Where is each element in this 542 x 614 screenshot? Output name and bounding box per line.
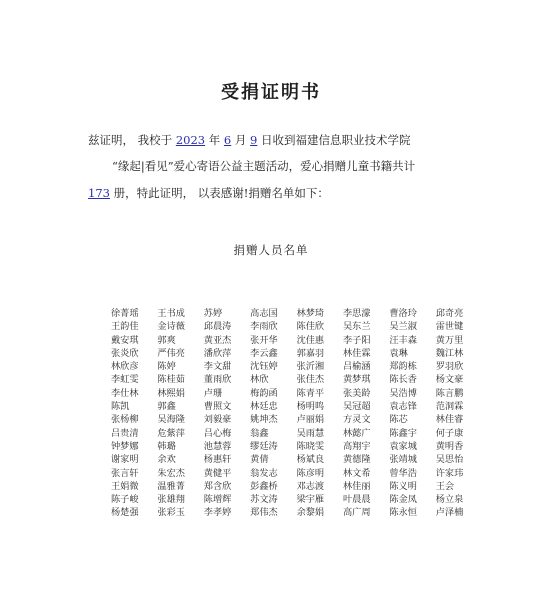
donor-name: 林佳睿 <box>435 414 464 426</box>
donor-name: 梁宇雁 <box>296 494 325 506</box>
donor-name: 曹洛玲 <box>389 308 417 319</box>
donor-name: 林熙娟 <box>157 387 185 399</box>
donor-name: 黄亚杰 <box>203 334 232 346</box>
donor-name: 叶晨晨 <box>342 494 371 506</box>
donor-name: 陈金凤 <box>389 494 417 506</box>
donor-name: 曾华浩 <box>389 467 417 479</box>
donor-name: 杨明鸣 <box>296 401 325 413</box>
donor-name: 林佳丽 <box>342 480 371 492</box>
donor-name: 梅韵函 <box>250 387 278 399</box>
donor-name: 林懿广 <box>342 427 371 439</box>
donor-list-heading: 捐赠人员名单 <box>233 243 309 257</box>
donor-name-grid <box>111 307 482 520</box>
donor-name: 吴东兰 <box>342 321 371 333</box>
donor-name: 徐菁瑶 <box>111 308 139 319</box>
certificate-paragraph-line-3 <box>88 185 329 201</box>
donor-name: 王韵佳 <box>111 321 139 333</box>
donor-name: 吴冠超 <box>342 401 371 413</box>
donor-name: 吕贵清 <box>111 427 139 439</box>
donor-name: 汪丰森 <box>389 334 417 346</box>
donor-name: 李子阳 <box>342 334 371 346</box>
date-month: 6 <box>223 133 232 147</box>
donor-name: 陈增辉 <box>203 494 232 506</box>
donor-name: 吕心梅 <box>203 427 232 439</box>
donor-name: 吴兰淑 <box>389 321 417 333</box>
donor-name: 高志国 <box>250 308 278 319</box>
donor-name: 陈晓雯 <box>296 440 325 452</box>
donor-name: 林梦琦 <box>296 308 325 319</box>
line1-prefix: 兹证明， 我校于 <box>88 133 176 147</box>
donor-name: 金诗薇 <box>157 321 185 333</box>
donor-name: 邱晨涛 <box>203 321 232 333</box>
document-title: 受捐证明书 <box>221 82 321 103</box>
donor-name: 陈义明 <box>389 480 417 492</box>
donor-name: 魏江林 <box>435 347 464 359</box>
donor-name: 陈鑫宇 <box>389 427 417 439</box>
line1-suffix: 日收到福建信息职业技术学院 <box>257 133 411 147</box>
donor-name: 苏文涛 <box>250 494 278 506</box>
line1-month-suffix: 月 <box>231 133 251 147</box>
donor-name: 陈言鹏 <box>435 387 464 399</box>
donor-name: 吴浩博 <box>389 387 417 399</box>
donor-name: 张美龄 <box>342 387 371 399</box>
donor-name: 危紫萍 <box>157 427 185 439</box>
donor-name: 陈长香 <box>389 374 417 386</box>
donor-name: 翁鑫 <box>250 427 269 439</box>
donor-name: 严伟亮 <box>157 347 185 359</box>
donor-name: 吴海隆 <box>157 414 185 426</box>
donor-name: 陈永恒 <box>389 507 417 519</box>
donor-name: 林文希 <box>342 467 371 479</box>
donor-name: 陈芯 <box>389 414 408 426</box>
donor-name: 张言轩 <box>111 467 139 479</box>
donor-name: 李云鑫 <box>250 347 278 359</box>
donor-name: 陈佳欣 <box>296 321 325 333</box>
donor-name: 方灵文 <box>342 414 371 426</box>
book-count: 173 <box>88 186 110 200</box>
date-year: 2023 <box>175 133 206 147</box>
donor-name: 郭嘉羽 <box>296 347 325 359</box>
donor-name: 缪廷涛 <box>250 440 278 452</box>
donor-name: 杨斌良 <box>296 454 325 466</box>
donor-name: 戴安琪 <box>111 334 139 346</box>
donor-name: 余欢 <box>157 454 176 466</box>
donor-name: 董雨欣 <box>203 374 232 386</box>
donor-name: 林佳霖 <box>342 347 371 359</box>
donor-name: 杨立泉 <box>435 494 464 506</box>
donor-name: 李孝婷 <box>203 507 232 519</box>
donor-name: 黄明香 <box>435 440 464 452</box>
certificate-paragraph-line-2: “缘起|看见”爱心寄语公益主题活动，爱心捐赠儿童书籍共计 <box>112 159 416 173</box>
donor-name: 林欣 <box>250 374 269 386</box>
book-unit: 册 <box>109 186 126 200</box>
donor-name: 杨楚强 <box>111 507 139 519</box>
donor-name: 罗羽欣 <box>435 361 464 373</box>
donor-name: 张开华 <box>250 334 278 346</box>
donor-name: 沈钰婷 <box>250 361 278 373</box>
line3-rest: ，特此证明， 以表感谢!捐赠名单如下： <box>125 186 329 200</box>
donor-name: 袁琳 <box>389 347 408 359</box>
donor-name: 杨文豪 <box>435 374 464 386</box>
date-day: 9 <box>250 133 258 147</box>
donor-name: 温雅菁 <box>157 480 185 492</box>
donor-name: 李思濛 <box>342 308 371 319</box>
donor-name: 李虹雯 <box>111 374 139 386</box>
donor-name: 张彩玉 <box>157 507 185 519</box>
donor-name: 翁发志 <box>250 467 278 479</box>
donor-name: 袁志锋 <box>389 401 417 413</box>
donor-name: 吕榆涵 <box>342 361 371 373</box>
donor-name: 吴思怡 <box>435 454 464 466</box>
donor-name: 彭鑫桥 <box>250 480 278 492</box>
donor-name: 陈婷 <box>157 361 176 373</box>
donor-name: 黄德隆 <box>342 454 371 466</box>
donor-name: 姚坤杰 <box>250 414 278 426</box>
donor-name: 陈凯 <box>111 401 130 413</box>
donor-name: 韩璐 <box>157 440 176 452</box>
donor-name: 卢丽娟 <box>296 414 325 426</box>
donor-name: 范洞霖 <box>435 401 464 413</box>
donor-name: 张雄翔 <box>157 494 185 506</box>
donor-name: 陈青平 <box>296 387 325 399</box>
donor-name: 池慧蓉 <box>203 440 232 452</box>
donor-name: 杨惠轩 <box>203 454 232 466</box>
donor-name: 张炎欣 <box>111 347 139 359</box>
donor-name: 何子康 <box>435 427 464 439</box>
donor-name: 李文甜 <box>203 361 232 373</box>
donor-name: 苏婷 <box>203 308 223 319</box>
donor-name: 袁家城 <box>389 440 417 452</box>
donor-name: 王会 <box>435 480 455 492</box>
donor-name: 陈桂茹 <box>157 374 185 386</box>
donor-name: 郭爽 <box>157 334 176 346</box>
donor-name: 高翔宇 <box>342 440 371 452</box>
line1-year-suffix: 年 <box>205 133 224 147</box>
donor-name: 吴雨慧 <box>296 427 325 439</box>
donor-name: 谢家明 <box>111 454 139 466</box>
donor-name: 邱奇亮 <box>435 308 464 319</box>
donor-name: 张沂湘 <box>296 361 325 373</box>
donor-name: 王书成 <box>157 308 185 319</box>
donor-name: 李雨欣 <box>250 321 278 333</box>
donor-name: 刘毅豪 <box>203 414 232 426</box>
donor-name: 沈佳惠 <box>296 334 325 346</box>
donor-name: 朱宏杰 <box>157 467 185 479</box>
donor-name: 林欣彦 <box>111 361 139 373</box>
donor-name: 许家玮 <box>435 467 464 479</box>
donor-name: 陈彦明 <box>296 467 325 479</box>
donor-name: 黄梦琪 <box>342 374 371 386</box>
donor-name: 郑含欣 <box>203 480 232 492</box>
donor-name: 郭鑫 <box>157 401 176 413</box>
certificate-paragraph-line-1 <box>88 132 411 148</box>
donor-name: 张佳杰 <box>296 374 325 386</box>
donor-name: 卢泽楠 <box>435 507 464 519</box>
donor-name: 张靖城 <box>389 454 417 466</box>
donor-name: 王娟微 <box>111 480 139 492</box>
donor-name: 余黎娟 <box>296 507 325 519</box>
donor-name: 卢珊 <box>203 387 223 399</box>
donor-name: 雷世键 <box>435 321 464 333</box>
donor-name: 林廷忠 <box>250 401 278 413</box>
donor-name: 邓志渡 <box>296 480 325 492</box>
donor-name: 陈子峻 <box>111 494 139 506</box>
donor-name: 黄万里 <box>435 334 464 346</box>
donor-name: 曹照文 <box>203 401 232 413</box>
donor-name: 黄倩 <box>250 454 269 466</box>
donor-name: 高广周 <box>342 507 371 519</box>
donor-name: 钟梦娜 <box>111 440 139 452</box>
donor-name: 黄健平 <box>203 467 232 479</box>
donor-name: 张杨柳 <box>111 414 139 426</box>
donor-name: 郑韵栋 <box>389 361 417 373</box>
donor-name: 潘欣萍 <box>203 347 232 359</box>
donor-name: 郑伟杰 <box>250 507 278 519</box>
donor-name: 李仕林 <box>111 387 139 399</box>
